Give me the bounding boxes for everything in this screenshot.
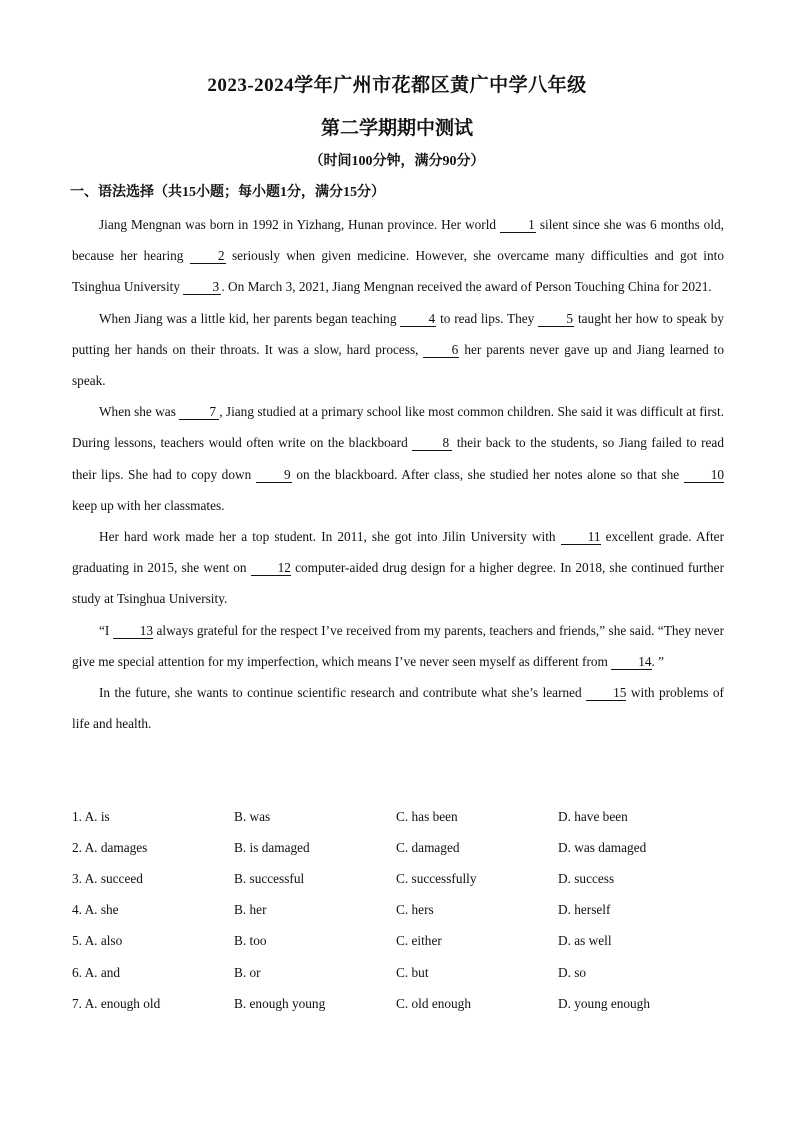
option-a: 2. A. damages	[72, 839, 148, 855]
option-d: D. as well	[558, 933, 612, 949]
paragraph-2	[72, 303, 724, 397]
text: “I	[99, 622, 113, 638]
blank-5: 5	[538, 311, 574, 327]
option-a: 6. A. and	[72, 964, 121, 980]
option-c: C. has been	[396, 808, 458, 824]
option-b: B. or	[234, 964, 261, 980]
blank-2: 2	[190, 248, 226, 264]
exam-title-line1: 2023-2024学年广州市花都区黄广中学八年级	[207, 75, 587, 96]
question-row	[72, 957, 732, 988]
blank-3: 3	[183, 279, 221, 295]
option-d: D. have been	[558, 808, 628, 824]
paragraph-4	[72, 521, 724, 615]
option-c: C. old enough	[396, 995, 471, 1011]
text: Her hard work made her a top student. In 2011, she got into Jilin University with	[99, 529, 561, 545]
option-c: C. either	[396, 933, 442, 949]
paragraph-3	[72, 396, 724, 521]
blank-8: 8	[412, 435, 452, 451]
question-row	[72, 895, 732, 926]
blank-4: 4	[400, 311, 436, 327]
blank-11: 11	[561, 529, 601, 545]
text: her parents never gave up and Jiang learned to speak.	[72, 341, 725, 389]
text: computer-aided drug design for a higher degree. In 2018, she continued further study at Tsinghua University.	[72, 560, 724, 607]
text: Jiang Mengnan was born in 1992 in Yizhang, Hunan province. Her world	[99, 217, 500, 232]
option-b: B. enough young	[234, 995, 326, 1011]
text: with problems of life and health.	[72, 685, 724, 732]
text: always grateful for the respect I’ve received from my parents, teachers and friends,” she said. “They never give me special attention for my imperfection, which means I’ve never seen myself as different from	[72, 622, 725, 669]
blank-12: 12	[251, 560, 291, 576]
option-d: D. herself	[558, 902, 611, 918]
option-b: B. is damaged	[234, 839, 310, 855]
option-a: 5. A. also	[72, 933, 123, 949]
text: taught her how to speak by putting her hands on their throats. It was a slow, hard process,	[72, 310, 724, 357]
option-d: D. so	[558, 964, 587, 980]
option-c: C. but	[396, 964, 429, 980]
blank-10: 10	[684, 467, 724, 483]
question-row	[72, 863, 732, 894]
paragraph-5	[72, 615, 724, 677]
option-a: 1. A. is	[72, 808, 110, 824]
text: excellent grade. After graduating in 2015, she went on	[72, 529, 724, 576]
option-c: C. successfully	[396, 870, 477, 886]
cloze-passage	[72, 209, 724, 739]
paragraph-1	[72, 209, 724, 303]
option-d: D. young enough	[558, 995, 650, 1011]
text: their back to the students, so Jiang failed to read their lips. She had to copy down	[72, 435, 724, 482]
option-d: D. was damaged	[558, 839, 647, 855]
blank-15: 15	[586, 685, 626, 701]
text: silent since she was 6 months old, because her hearing	[72, 217, 724, 264]
exam-subtitle: （时间100分钟，满分90分）	[309, 154, 485, 169]
text: to read lips. They	[436, 310, 539, 326]
option-b: B. too	[234, 933, 267, 949]
text: When Jiang was a little kid, her parents began teaching	[99, 310, 401, 326]
text: on the blackboard. After class, she studied her notes alone so that she	[291, 466, 684, 482]
question-row	[72, 832, 732, 863]
option-d: D. success	[558, 870, 615, 886]
option-a: 3. A. succeed	[72, 870, 143, 886]
blank-14: 14	[611, 654, 651, 670]
option-a: 7. A. enough old	[72, 995, 161, 1011]
option-b: B. successful	[234, 870, 305, 886]
exam-title-line2: 第二学期期中测试	[320, 118, 473, 139]
blank-9: 9	[256, 467, 292, 483]
section-heading: 一、语法选择（共15小题；每小题1分，满分15分）	[70, 185, 385, 200]
paragraph-6	[72, 677, 724, 739]
text: . On March 3, 2021, Jiang Mengnan received the award of Person Touching China for 2021.	[221, 279, 712, 295]
question-row	[72, 801, 732, 832]
question-row	[72, 926, 732, 957]
text: . ”	[651, 653, 665, 669]
question-row	[72, 988, 732, 1019]
option-b: B. her	[234, 902, 267, 918]
blank-7: 7	[179, 404, 219, 420]
option-a: 4. A. she	[72, 902, 119, 918]
answer-options	[72, 801, 732, 1019]
option-c: C. hers	[396, 902, 434, 918]
option-b: B. was	[234, 808, 271, 824]
text: keep up with her classmates.	[72, 497, 225, 513]
option-c: C. damaged	[396, 839, 460, 855]
blank-13: 13	[113, 623, 153, 639]
text: seriously when given medicine. However, she overcame many difficulties and got into Tsinghua University	[72, 248, 724, 295]
text: , Jiang studied at a primary school like most common children. She said it was difficult at first. During lessons, teachers would often write on the blackboard	[72, 404, 724, 451]
text: When she was	[99, 404, 180, 420]
blank-6: 6	[423, 342, 459, 358]
text: In the future, she wants to continue scientific research and contribute what she’s learned	[99, 685, 587, 701]
blank-1: 1	[500, 217, 536, 233]
